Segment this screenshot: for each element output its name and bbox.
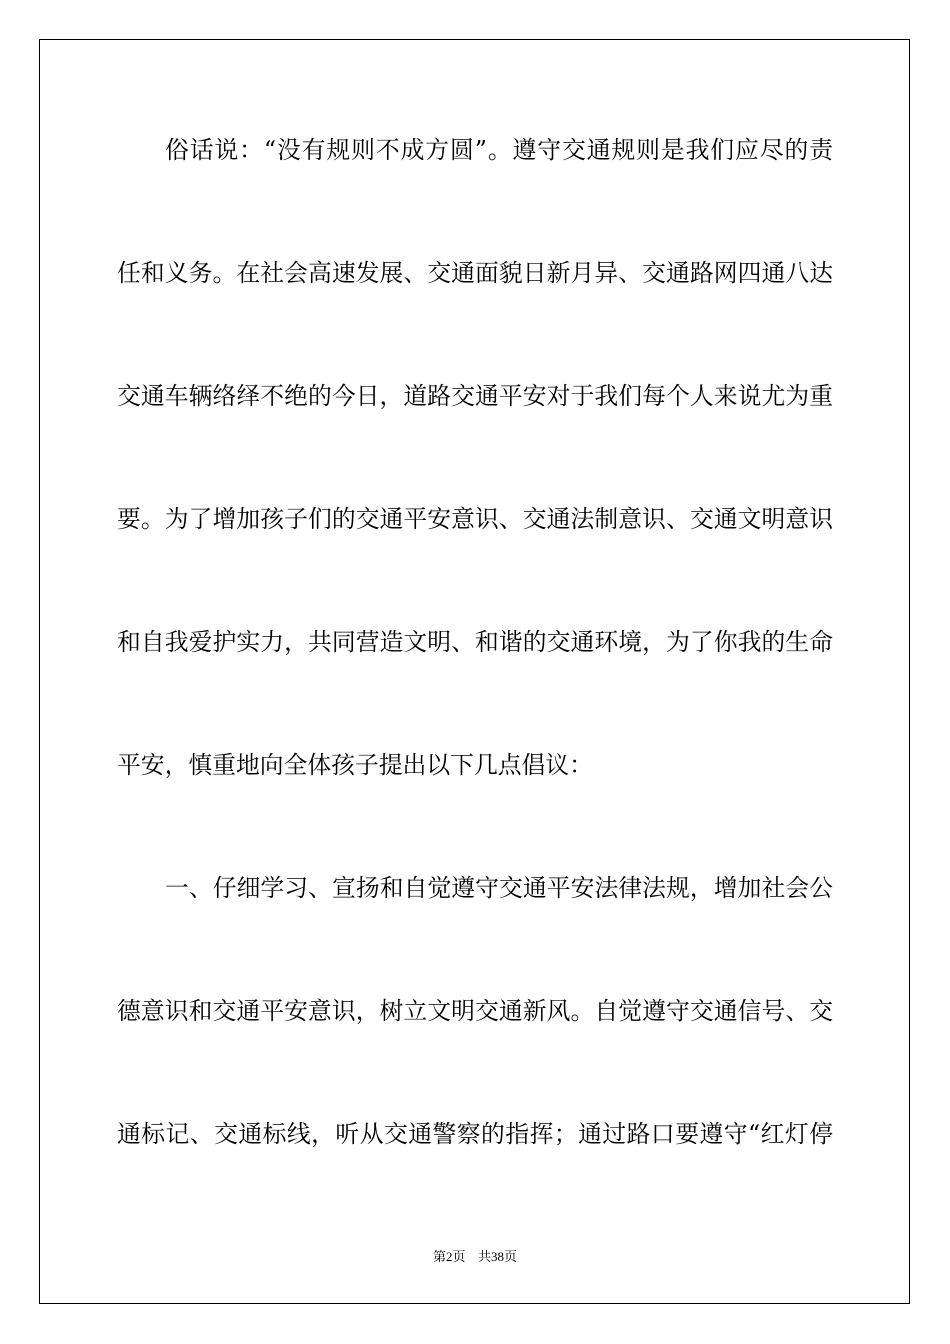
paragraph-2-line-3: 通标记、交通标线，听从交通警察的指挥；通过路口要遵守“红灯停 xyxy=(117,1120,833,1148)
total-pages: 38 xyxy=(490,1249,504,1264)
page-number: 2 xyxy=(446,1249,453,1264)
page-prefix: 第 xyxy=(433,1250,447,1265)
paragraph-1-line-2: 任和义务。在社会高速发展、交通面貌日新月异、交通路网四通八达 xyxy=(117,259,833,287)
paragraph-2-line-1: 一、仔细学习、宣扬和自觉遵守交通平安法律法规，增加社会公 xyxy=(165,874,833,902)
paragraph-1-line-4: 要。为了增加孩子们的交通平安意识、交通法制意识、交通文明意识 xyxy=(117,505,833,533)
paragraph-1-line-5: 和自我爱护实力，共同营造文明、和谐的交通环境，为了你我的生命 xyxy=(117,628,833,656)
total-prefix: 共 xyxy=(477,1250,491,1265)
page-footer xyxy=(0,1247,950,1267)
total-suffix: 页 xyxy=(503,1250,517,1265)
paragraph-1-line-6: 平安，慎重地向全体孩子提出以下几点倡议： xyxy=(117,751,593,779)
paragraph-1-line-1: 俗话说：“没有规则不成方圆”。遵守交通规则是我们应尽的责 xyxy=(165,136,833,164)
paragraph-2-line-2: 德意识和交通平安意识，树立文明交通新风。自觉遵守交通信号、交 xyxy=(117,997,833,1025)
paragraph-1-line-3: 交通车辆络绎不绝的今日，道路交通平安对于我们每个人来说尤为重 xyxy=(117,382,833,410)
page-suffix: 页 xyxy=(452,1250,466,1265)
